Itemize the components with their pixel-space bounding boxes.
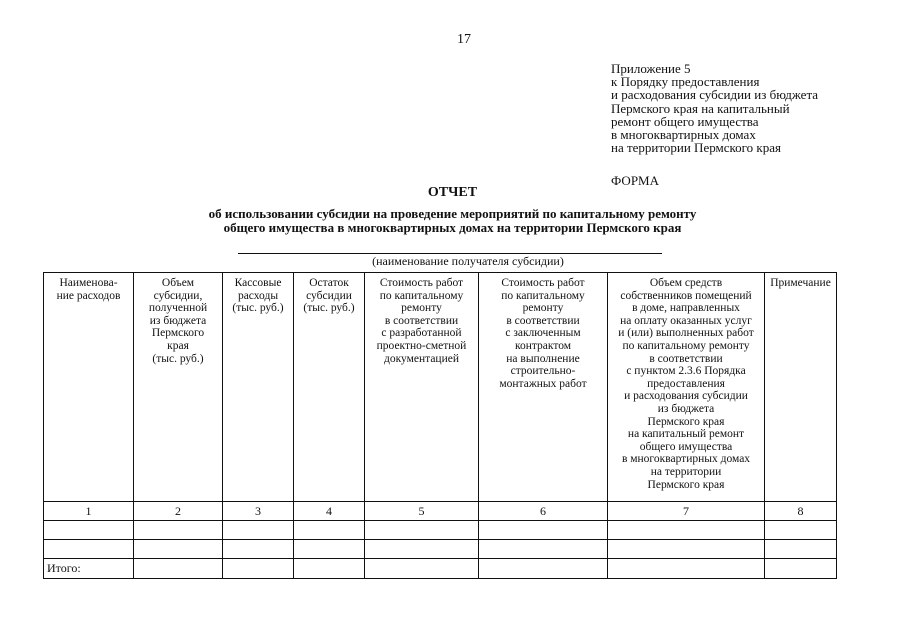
appendix-line: на территории Пермского края — [611, 140, 781, 156]
table-cell — [365, 540, 479, 559]
table-cell — [365, 559, 479, 579]
column-number: 1 — [44, 502, 134, 521]
header-cell — [134, 273, 223, 502]
table-cell — [294, 521, 365, 540]
header-line: (тыс. руб.) — [152, 352, 204, 365]
header-line: ремонту — [401, 302, 442, 315]
header-cell — [44, 273, 134, 502]
page-number: 17 — [457, 32, 471, 47]
header-line: и расходования субсидии — [624, 390, 748, 403]
table-row — [44, 521, 837, 540]
header-line: Пермского края — [647, 478, 725, 491]
column-number: 4 — [294, 502, 365, 521]
report-subtitle — [0, 207, 905, 234]
header-cell — [365, 273, 479, 502]
appendix-block — [611, 62, 818, 154]
header-line: строительно- — [510, 365, 576, 378]
appendix-line: ремонт общего имущества — [611, 113, 759, 129]
header-line: предоставления — [647, 377, 725, 390]
header-line: общего имущества — [639, 440, 733, 453]
header-line: Кассовые — [234, 277, 282, 289]
header-cell — [294, 273, 365, 502]
table-header-row — [44, 273, 837, 502]
table-cell — [608, 521, 765, 540]
header-line: по капитальному — [379, 289, 464, 302]
table-cell — [223, 521, 294, 540]
column-number: 7 — [608, 502, 765, 521]
table-cell — [294, 559, 365, 579]
header-line: ние расходов — [56, 289, 121, 302]
header-line: на выполнение — [506, 352, 580, 365]
header-line: контрактом — [514, 339, 572, 352]
table-cell — [765, 521, 837, 540]
table-cell — [294, 540, 365, 559]
table-cell — [765, 559, 837, 579]
column-number: 5 — [365, 502, 479, 521]
header-cell — [223, 273, 294, 502]
appendix-line: Пермского края на капитальный — [611, 100, 790, 116]
header-line: и (или) выполненных работ — [618, 327, 754, 340]
header-line: полученной — [148, 302, 208, 315]
header-line: ремонту — [522, 302, 564, 315]
column-number: 2 — [134, 502, 223, 521]
appendix-line: Приложение 5 — [611, 61, 691, 76]
header-line: из бюджета — [657, 402, 715, 415]
header-line: по капитальному ремонту — [622, 339, 750, 352]
column-number-row — [44, 502, 837, 521]
subtitle-line: об использовании субсидии на проведение мероприятий по капитальному ремонту — [208, 206, 697, 221]
header-line: (тыс. руб.) — [232, 302, 284, 315]
header-cell — [479, 273, 608, 502]
header-line: с заключенным — [505, 327, 581, 340]
table-cell — [134, 559, 223, 579]
header-line: расходы — [237, 289, 279, 302]
header-line: на оплату оказанных услуг — [620, 314, 752, 327]
header-line: Объем — [161, 277, 195, 289]
header-line: в соответствии — [649, 352, 723, 365]
header-line: края — [167, 339, 189, 352]
table-cell — [479, 559, 608, 579]
header-line: Остаток — [309, 277, 349, 289]
table-cell — [608, 559, 765, 579]
header-line: на территории — [650, 465, 722, 478]
appendix-line: к Порядку предоставления — [611, 74, 760, 90]
table-cell — [223, 559, 294, 579]
header-line: на капитальный ремонт — [627, 428, 745, 441]
table-cell — [134, 540, 223, 559]
header-line: в соответствии — [506, 314, 580, 327]
header-line: с разработанной — [381, 327, 462, 340]
table-cell — [479, 540, 608, 559]
table-cell — [223, 540, 294, 559]
header-line: Объем средств — [649, 277, 723, 289]
header-line: Стоимость работ — [501, 277, 585, 289]
table-cell — [44, 521, 134, 540]
column-number: 6 — [479, 502, 608, 521]
table-row — [44, 540, 837, 559]
header-line: в соответствии — [384, 314, 459, 327]
appendix-line: в многоквартирных домах — [611, 127, 756, 143]
header-line: собственников помещений — [620, 289, 752, 302]
header-cell — [765, 273, 837, 502]
table-cell — [134, 521, 223, 540]
table-cell — [44, 540, 134, 559]
table-cell — [365, 521, 479, 540]
report-title: ОТЧЕТ — [427, 185, 478, 200]
header-line: монтажных работ — [499, 377, 587, 390]
total-row — [44, 559, 837, 579]
header-line: документацией — [384, 352, 459, 365]
header-line: в многоквартирных домах — [621, 453, 751, 466]
header-line: с пунктом 2.3.6 Порядка — [626, 365, 746, 378]
header-cell — [608, 273, 765, 502]
report-table — [43, 272, 837, 579]
subtitle-line: общего имущества в многоквартирных домах на территории Пермского края — [223, 219, 682, 235]
appendix-line: и расходования субсидии из бюджета — [611, 87, 819, 103]
table-cell — [608, 540, 765, 559]
header-line: в доме, направленных — [632, 302, 740, 315]
column-number: 3 — [223, 502, 294, 521]
header-line: субсидии — [306, 289, 352, 302]
header-line: Стоимость работ — [379, 277, 464, 289]
table-cell — [765, 540, 837, 559]
header-line: Наименова- — [59, 277, 118, 289]
header-line: Пермского края — [647, 415, 725, 428]
column-number: 8 — [765, 502, 837, 521]
header-line: проектно-сметной — [376, 339, 467, 352]
header-line: из бюджета — [149, 314, 207, 327]
total-label: Итого: — [44, 559, 134, 579]
header-line: по капитальному — [501, 289, 585, 302]
header-line: субсидии, — [153, 289, 203, 302]
header-line: Пермского — [151, 327, 205, 340]
header-line: Примечание — [770, 277, 831, 289]
recipient-label: (наименование получателя субсидии) — [372, 254, 564, 268]
table-cell — [479, 521, 608, 540]
forma-label: ФОРМА — [611, 173, 659, 188]
header-line: (тыс. руб.) — [303, 302, 355, 315]
